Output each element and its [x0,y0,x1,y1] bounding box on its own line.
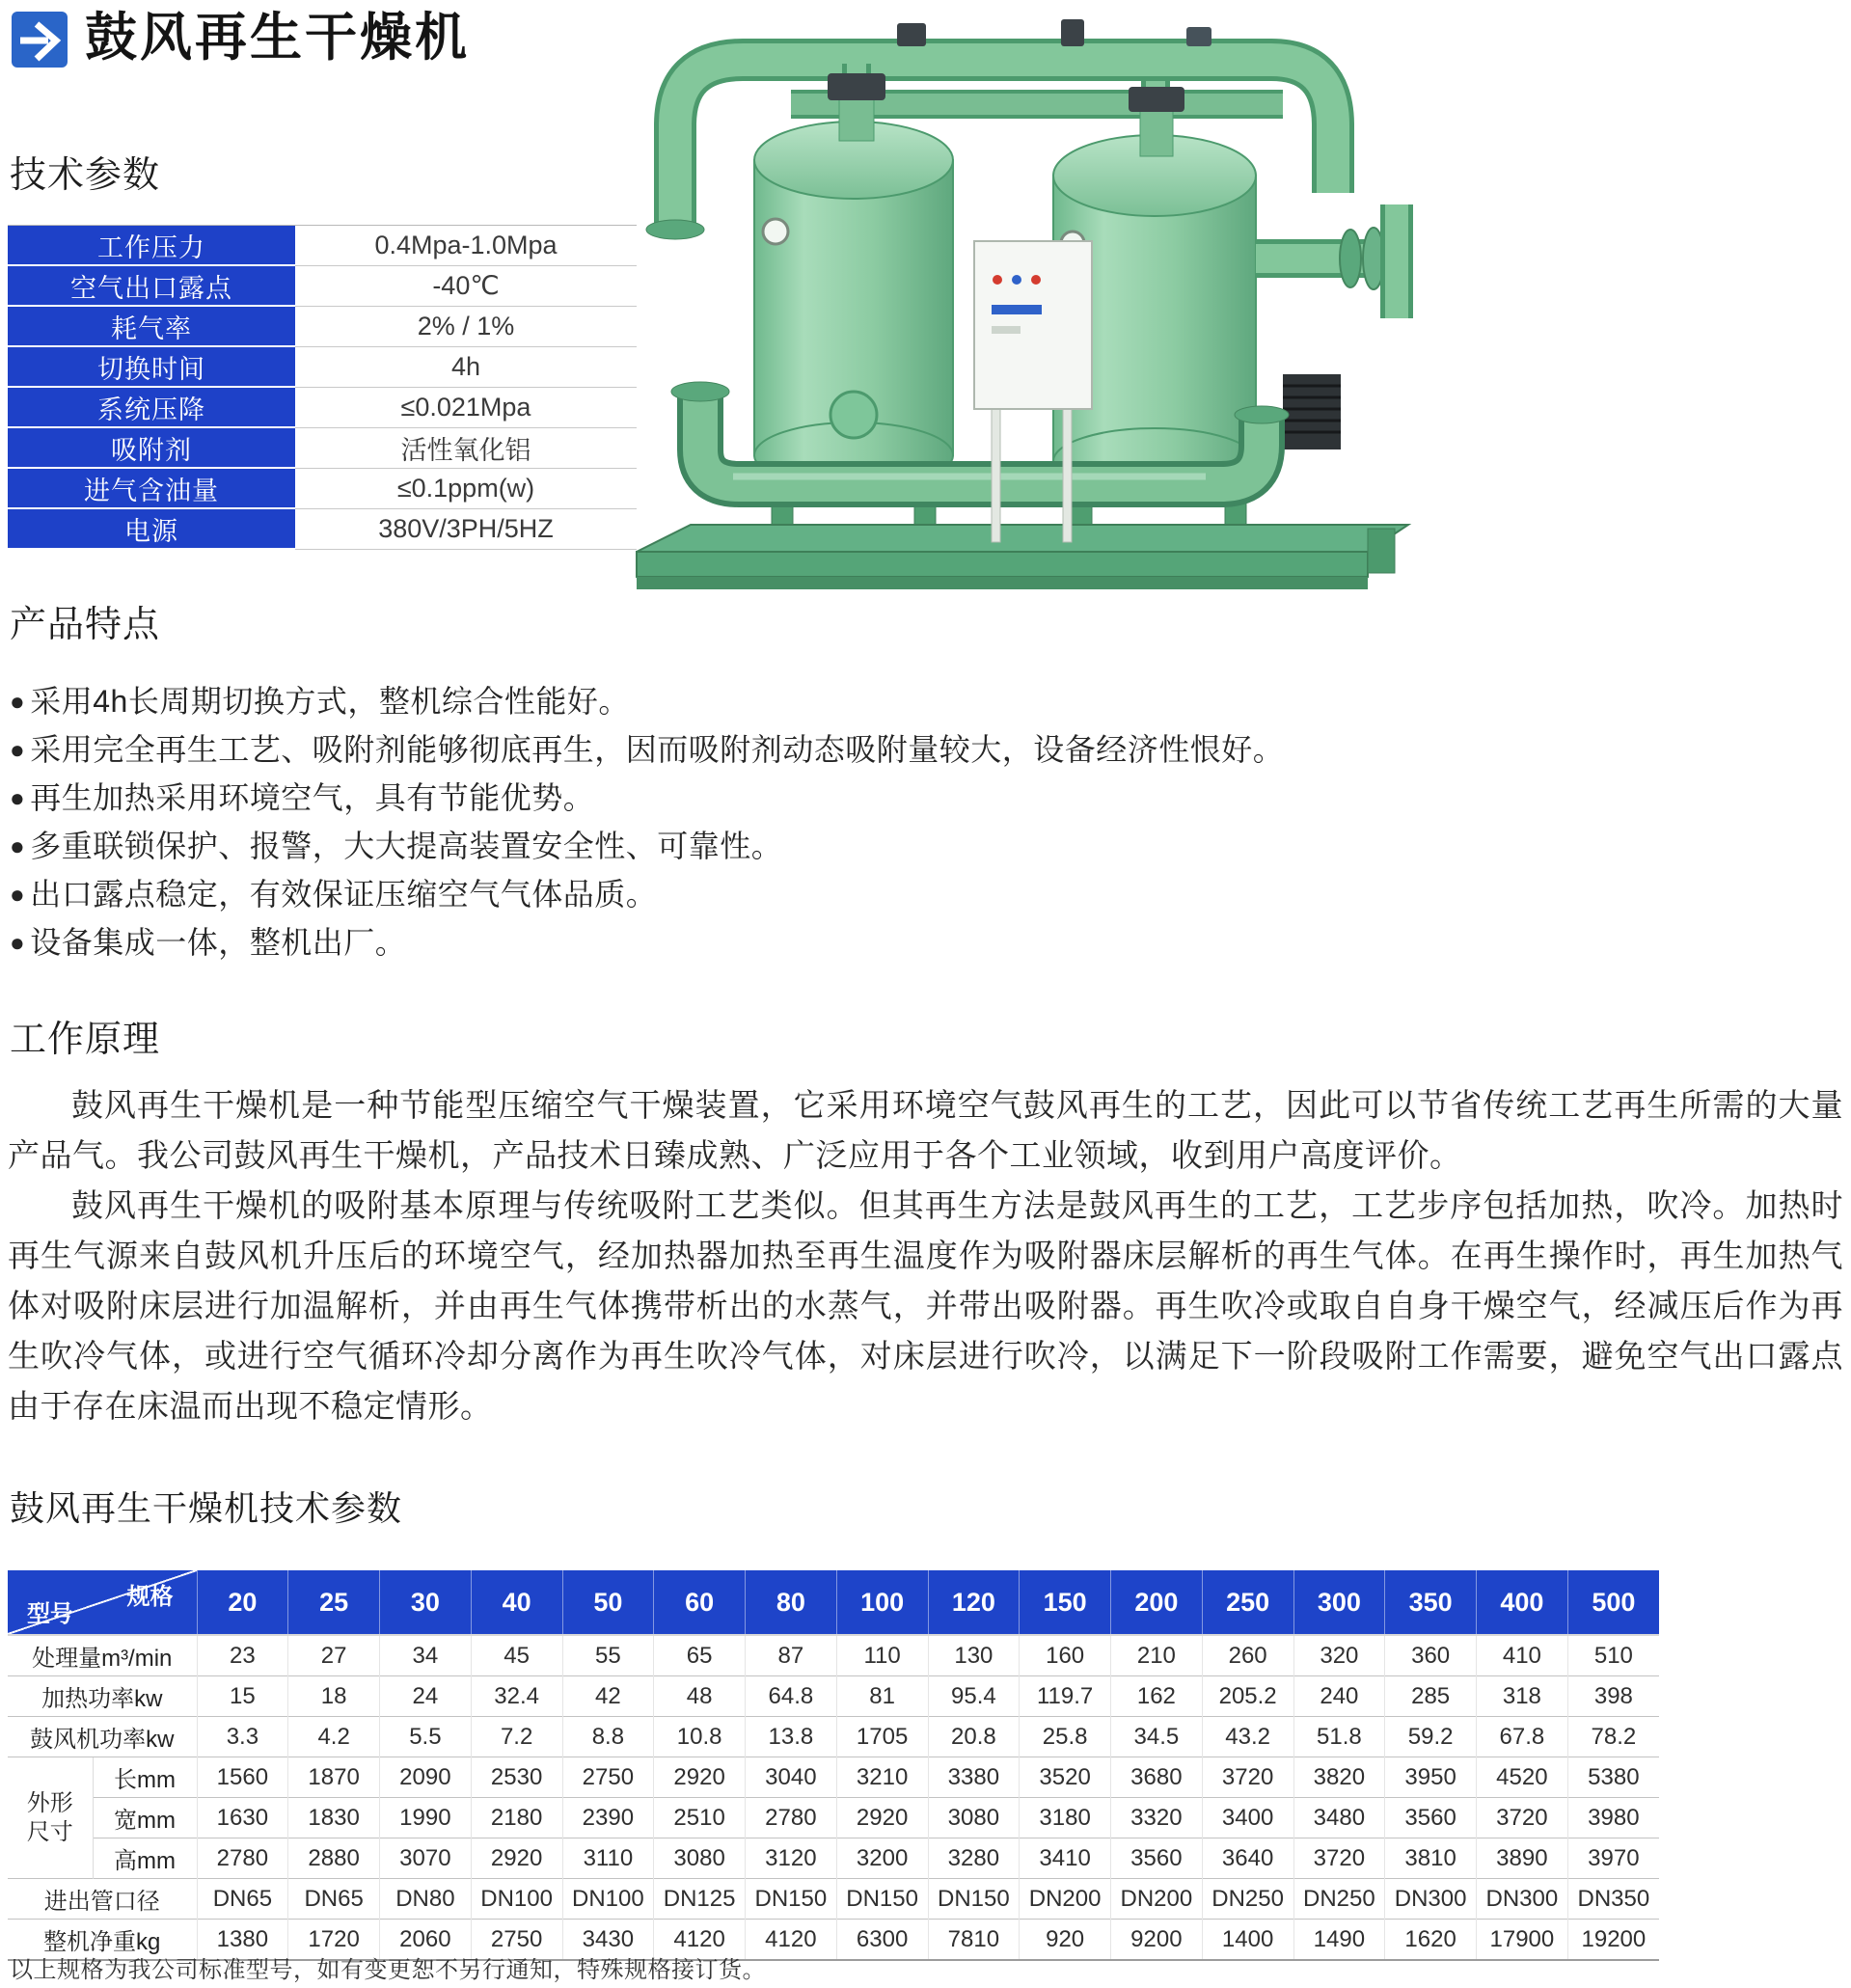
column-header: 100 [836,1570,928,1635]
table-cell: 2180 [471,1798,562,1838]
table-cell: 1490 [1293,1920,1385,1961]
valve-actuator [897,23,926,46]
corner-label-spec: 规格 [126,1584,174,1610]
row-sub-label: 高mm [93,1838,197,1879]
table-cell: 3680 [1111,1757,1203,1798]
table-cell: DN80 [380,1879,472,1920]
table-cell: 3070 [380,1838,472,1879]
spec-value: -40℃ [295,266,637,307]
product-photo [608,0,1437,617]
table-cell: 3410 [1020,1838,1111,1879]
table-cell: 3430 [562,1920,654,1961]
feature-item: ● 多重联锁保护、报警，大大提高装置安全性、可靠性。 [10,822,1284,870]
spec-label: 系统压降 [8,388,295,428]
table-row [8,1676,1659,1717]
column-header: 200 [1111,1570,1203,1635]
table-cell: 3560 [1385,1798,1477,1838]
row-sub-label: 长mm [93,1757,197,1798]
table-cell: 3950 [1385,1757,1477,1798]
page-header [12,6,470,69]
table-cell: 4120 [654,1920,746,1961]
feature-item: ● 采用4h长周期切换方式，整机综合性能好。 [10,677,1284,725]
table-cell: 3280 [928,1838,1020,1879]
row-label: 进出管口径 [8,1879,197,1920]
table-cell: 410 [1477,1635,1568,1676]
table-cell: 64.8 [746,1676,837,1717]
column-header: 40 [471,1570,562,1635]
features-heading: 产品特点 [10,605,161,645]
features-list [10,677,1284,967]
table-row [8,1635,1659,1676]
spec-row [8,307,637,347]
table-cell: 59.2 [1385,1717,1477,1757]
table-cell: 2920 [836,1798,928,1838]
table-cell: 1400 [1202,1920,1293,1961]
table-cell: 2750 [471,1920,562,1961]
table-cell: 55 [562,1635,654,1676]
table-cell: 8.8 [562,1717,654,1757]
spec-value: ≤0.021Mpa [295,388,637,428]
table-cell: 3380 [928,1757,1020,1798]
table-cell: 4.2 [288,1717,380,1757]
column-header: 120 [928,1570,1020,1635]
spec-row [8,266,637,307]
big-spec-table [8,1570,1659,1961]
table-cell: 1720 [288,1920,380,1961]
table-cell: 2880 [288,1838,380,1879]
table-cell: 3480 [1293,1798,1385,1838]
table-cell: 10.8 [654,1717,746,1757]
table-cell: 920 [1020,1920,1111,1961]
table-cell: 24 [380,1676,472,1717]
table-cell: DN200 [1111,1879,1203,1920]
table-cell: 160 [1020,1635,1111,1676]
table-cell: 3720 [1293,1838,1385,1879]
column-header: 350 [1385,1570,1477,1635]
table-cell: 3110 [562,1838,654,1879]
row-group-label: 外形尺寸 [8,1757,93,1879]
table-cell: 318 [1477,1676,1568,1717]
table-cell: 51.8 [1293,1717,1385,1757]
table-row [8,1717,1659,1757]
corner-label-model: 型号 [27,1601,73,1627]
vessel-left [754,73,953,488]
table-cell: 81 [836,1676,928,1717]
table-cell: 25.8 [1020,1717,1111,1757]
table-cell: 20.8 [928,1717,1020,1757]
principle-paragraph: 鼓风再生干燥机是一种节能型压缩空气干燥装置，它采用环境空气鼓风再生的工艺，因此可以节省传统工艺再生所需的大量产品气。我公司鼓风再生干燥机，产品技术日臻成熟、广泛应用于各个工业领域，收到用户高度评价。 [8,1087,1843,1173]
table-cell: 1560 [197,1757,288,1798]
spec-label: 吸附剂 [8,428,295,469]
table-cell: 27 [288,1635,380,1676]
table-cell: 3890 [1477,1838,1568,1879]
spec-value: 2% / 1% [295,307,637,347]
table-cell: 2780 [746,1798,837,1838]
table-cell: 210 [1111,1635,1203,1676]
table-cell: DN350 [1567,1879,1659,1920]
spec-row [8,388,637,428]
table-cell: 3820 [1293,1757,1385,1798]
row-label: 鼓风机功率kw [8,1717,197,1757]
table-cell: 42 [562,1676,654,1717]
valve-actuator [1186,27,1211,46]
heater-box [1283,374,1341,449]
feature-item: ● 采用完全再生工艺、吸附剂能够彻底再生，因而吸附剂动态吸附量较大，设备经济性恨好。 [10,725,1284,774]
table-row [8,1757,1659,1798]
table-cell: 48 [654,1676,746,1717]
table-cell: 3640 [1202,1838,1293,1879]
column-header: 400 [1477,1570,1568,1635]
table-cell: 43.2 [1202,1717,1293,1757]
side-flange-pipe [1256,204,1397,318]
table-cell: 32.4 [471,1676,562,1717]
tech-params-heading: 技术参数 [10,155,161,196]
table-cell: 2090 [380,1757,472,1798]
table-cell: 2060 [380,1920,472,1961]
table-cell: 3080 [928,1798,1020,1838]
spec-value: 380V/3PH/5HZ [295,509,637,550]
table-cell: 320 [1293,1635,1385,1676]
column-header: 300 [1293,1570,1385,1635]
table-cell: 110 [836,1635,928,1676]
row-label: 加热功率kw [8,1676,197,1717]
column-header: 50 [562,1570,654,1635]
table-cell: 1870 [288,1757,380,1798]
table-cell: 260 [1202,1635,1293,1676]
table-cell: 23 [197,1635,288,1676]
model-spec-corner [8,1570,197,1635]
table-cell: 18 [288,1676,380,1717]
spec-label: 空气出口露点 [8,266,295,307]
table-cell: DN200 [1020,1879,1111,1920]
page-title: 鼓风再生干燥机 [85,9,470,67]
table-cell: 3200 [836,1838,928,1879]
table-cell: DN150 [928,1879,1020,1920]
table-cell: 3810 [1385,1838,1477,1879]
spec-row [8,347,637,388]
table-cell: 7.2 [471,1717,562,1757]
table-cell: 4120 [746,1920,837,1961]
table-cell: 3980 [1567,1798,1659,1838]
spec-value: 0.4Mpa-1.0Mpa [295,226,637,266]
table-cell: 3560 [1111,1838,1203,1879]
spec-label: 耗气率 [8,307,295,347]
table-cell: DN65 [288,1879,380,1920]
table-cell: 6300 [836,1920,928,1961]
big-table-heading: 鼓风再生干燥机技术参数 [10,1488,403,1528]
table-cell: 1705 [836,1717,928,1757]
spec-row [8,428,637,469]
table-cell: 15 [197,1676,288,1717]
header-row [8,1570,1659,1635]
table-cell: 67.8 [1477,1717,1568,1757]
table-row [8,1879,1659,1920]
table-cell: 2750 [562,1757,654,1798]
spec-row [8,509,637,550]
spec-label: 进气含油量 [8,469,295,509]
table-cell: 3.3 [197,1717,288,1757]
principle-heading: 工作原理 [10,1020,161,1060]
feature-item: ● 再生加热采用环境空气，具有节能优势。 [10,774,1284,822]
arrow-right-icon [12,12,68,68]
table-cell: DN100 [562,1879,654,1920]
table-cell: 3720 [1477,1798,1568,1838]
column-header: 150 [1020,1570,1111,1635]
table-cell: 1620 [1385,1920,1477,1961]
table-cell: DN250 [1293,1879,1385,1920]
table-cell: 1380 [197,1920,288,1961]
principle-paragraph: 鼓风再生干燥机的吸附基本原理与传统吸附工艺类似。但其再生方法是鼓风再生的工艺，工艺步序包括加热，吹冷。加热时再生气源来自鼓风机升压后的环境空气，经加热器加热至再生温度作为吸附器床层解析的再生气体。在再生操作时，再生加热气体对吸附床层进行加温解析，并由再生气体携带析出的水蒸气，并带出吸附器。再生吹冷或取自自身干燥空气，经减压后作为再生吹冷气体，或进行空气循环冷却分离作为再生吹冷气体，对床层进行吹冷，以满足下一阶段吸附工作需要，避免空气出口露点由于存在床温而出现不稳定情形。 [8,1187,1843,1424]
table-cell: 78.2 [1567,1717,1659,1757]
table-cell: 119.7 [1020,1676,1111,1717]
table-cell: DN100 [471,1879,562,1920]
table-cell: 13.8 [746,1717,837,1757]
feature-item: ● 出口露点稳定，有效保证压缩空气气体品质。 [10,870,1284,918]
table-cell: 3040 [746,1757,837,1798]
table-cell: DN150 [746,1879,837,1920]
table-cell: 45 [471,1635,562,1676]
table-cell: 34 [380,1635,472,1676]
table-cell: DN300 [1477,1879,1568,1920]
table-cell: 130 [928,1635,1020,1676]
table-cell: 1830 [288,1798,380,1838]
spec-table [8,225,637,550]
table-cell: 510 [1567,1635,1659,1676]
table-cell: 4520 [1477,1757,1568,1798]
spec-row [8,226,637,266]
column-header: 250 [1202,1570,1293,1635]
table-cell: 3120 [746,1838,837,1879]
spec-label: 工作压力 [8,226,295,266]
spec-row [8,469,637,509]
column-header: 500 [1567,1570,1659,1635]
spec-value: ≤0.1ppm(w) [295,469,637,509]
table-cell: 360 [1385,1635,1477,1676]
table-cell: 19200 [1567,1920,1659,1961]
table-cell: 5380 [1567,1757,1659,1798]
table-cell: 240 [1293,1676,1385,1717]
column-header: 20 [197,1570,288,1635]
table-cell: 2920 [471,1838,562,1879]
spec-label: 切换时间 [8,347,295,388]
table-cell: 1990 [380,1798,472,1838]
row-label: 处理量m³/min [8,1635,197,1676]
table-cell: 3520 [1020,1757,1111,1798]
row-label: 整机净重kg [8,1920,197,1961]
feature-item: ● 设备集成一体，整机出厂。 [10,918,1284,967]
table-cell: 3080 [654,1838,746,1879]
column-header: 25 [288,1570,380,1635]
valve-actuator [1061,19,1084,46]
principle-text [8,1080,1843,1431]
table-cell: DN300 [1385,1879,1477,1920]
footer-note: 以上规格为我公司标准型号，如有变更恕不另行通知，特殊规格接订货。 [10,1957,766,1983]
spec-label: 电源 [8,509,295,550]
table-cell: 5.5 [380,1717,472,1757]
spec-value: 活性氧化铝 [295,428,637,469]
table-cell: 34.5 [1111,1717,1203,1757]
table-row [8,1838,1659,1879]
column-header: 30 [380,1570,472,1635]
table-cell: 2390 [562,1798,654,1838]
table-cell: 3180 [1020,1798,1111,1838]
table-cell: 285 [1385,1676,1477,1717]
table-cell: 3720 [1202,1757,1293,1798]
table-cell: 95.4 [928,1676,1020,1717]
table-cell: DN125 [654,1879,746,1920]
table-cell: 162 [1111,1676,1203,1717]
table-cell: 9200 [1111,1920,1203,1961]
table-cell: DN250 [1202,1879,1293,1920]
table-cell: 3400 [1202,1798,1293,1838]
table-cell: 17900 [1477,1920,1568,1961]
column-header: 60 [654,1570,746,1635]
pipe-flange [646,220,704,239]
row-sub-label: 宽mm [93,1798,197,1838]
table-cell: 3970 [1567,1838,1659,1879]
table-cell: 3320 [1111,1798,1203,1838]
table-cell: 2530 [471,1757,562,1798]
table-cell: 87 [746,1635,837,1676]
spec-value: 4h [295,347,637,388]
table-cell: 2510 [654,1798,746,1838]
table-cell: 2920 [654,1757,746,1798]
table-cell: DN150 [836,1879,928,1920]
table-cell: 205.2 [1202,1676,1293,1717]
table-cell: 65 [654,1635,746,1676]
column-header: 80 [746,1570,837,1635]
table-cell: 3210 [836,1757,928,1798]
table-row [8,1798,1659,1838]
table-cell: DN65 [197,1879,288,1920]
table-cell: 1630 [197,1798,288,1838]
table-cell: 2780 [197,1838,288,1879]
table-cell: 398 [1567,1676,1659,1717]
table-cell: 7810 [928,1920,1020,1961]
